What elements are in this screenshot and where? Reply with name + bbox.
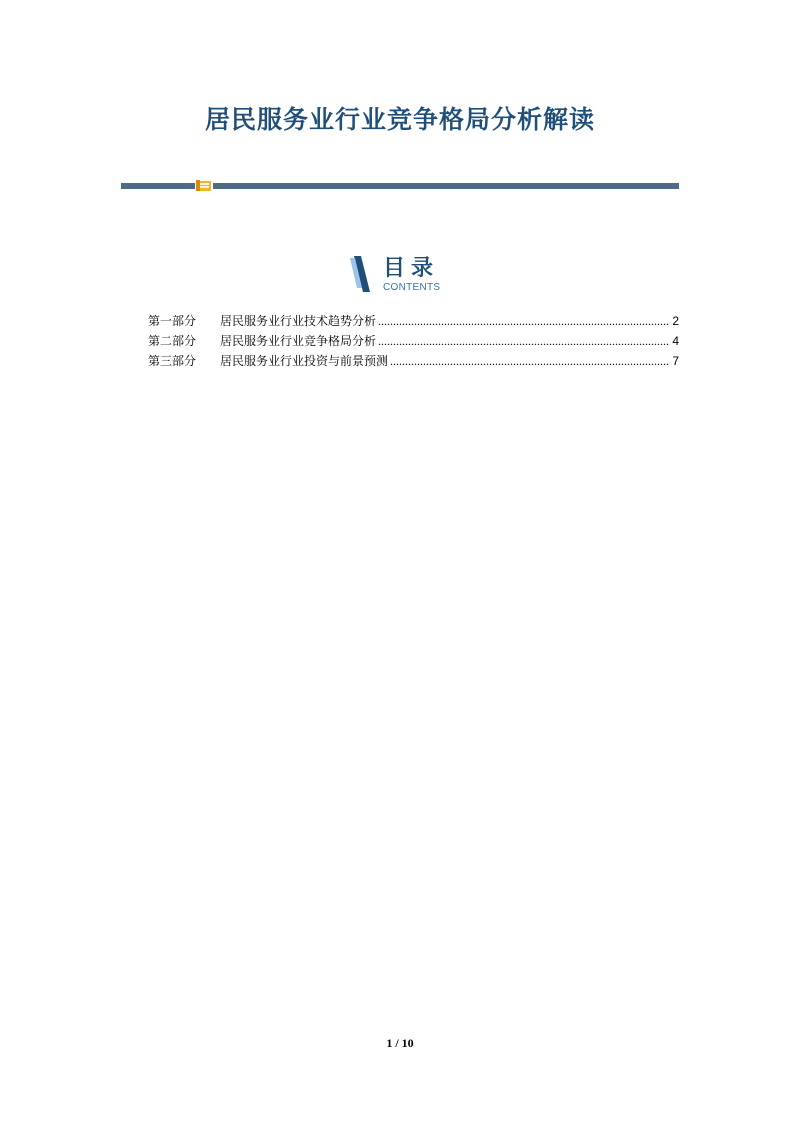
toc-entry-page: 7 <box>672 354 679 368</box>
toc-subtitle: CONTENTS <box>383 282 441 293</box>
toc-entry-part: 第三部分 <box>148 354 197 368</box>
toc-entry-1[interactable] <box>148 311 679 331</box>
toc-entry-leader <box>390 351 670 371</box>
toc-title: 目录 <box>383 256 440 281</box>
toc-heading <box>350 256 470 296</box>
toc-entry-2[interactable] <box>148 331 679 351</box>
toc-entry-leader <box>378 311 670 331</box>
toc-entry-leader <box>378 331 670 351</box>
document-title: 居民服务业行业竞争格局分析解读 <box>204 105 595 134</box>
header-rule-right <box>213 183 679 189</box>
toc-entry-label: 居民服务业行业竞争格局分析 <box>220 334 377 348</box>
toc-list <box>148 311 679 371</box>
toc-entry-label: 居民服务业行业投资与前景预测 <box>220 354 389 368</box>
toc-entry-3[interactable] <box>148 351 679 371</box>
page-number: 1 / 10 <box>386 1036 414 1050</box>
toc-entry-page: 4 <box>672 334 679 348</box>
toc-entry-label: 居民服务业行业技术趋势分析 <box>220 314 377 328</box>
document-folder-icon <box>196 180 211 191</box>
header-rule-left <box>121 183 195 189</box>
toc-entry-page: 2 <box>672 314 679 328</box>
toc-bookmark-icon <box>350 256 372 292</box>
toc-entry-part: 第二部分 <box>148 334 197 348</box>
toc-entry-part: 第一部分 <box>148 314 197 328</box>
